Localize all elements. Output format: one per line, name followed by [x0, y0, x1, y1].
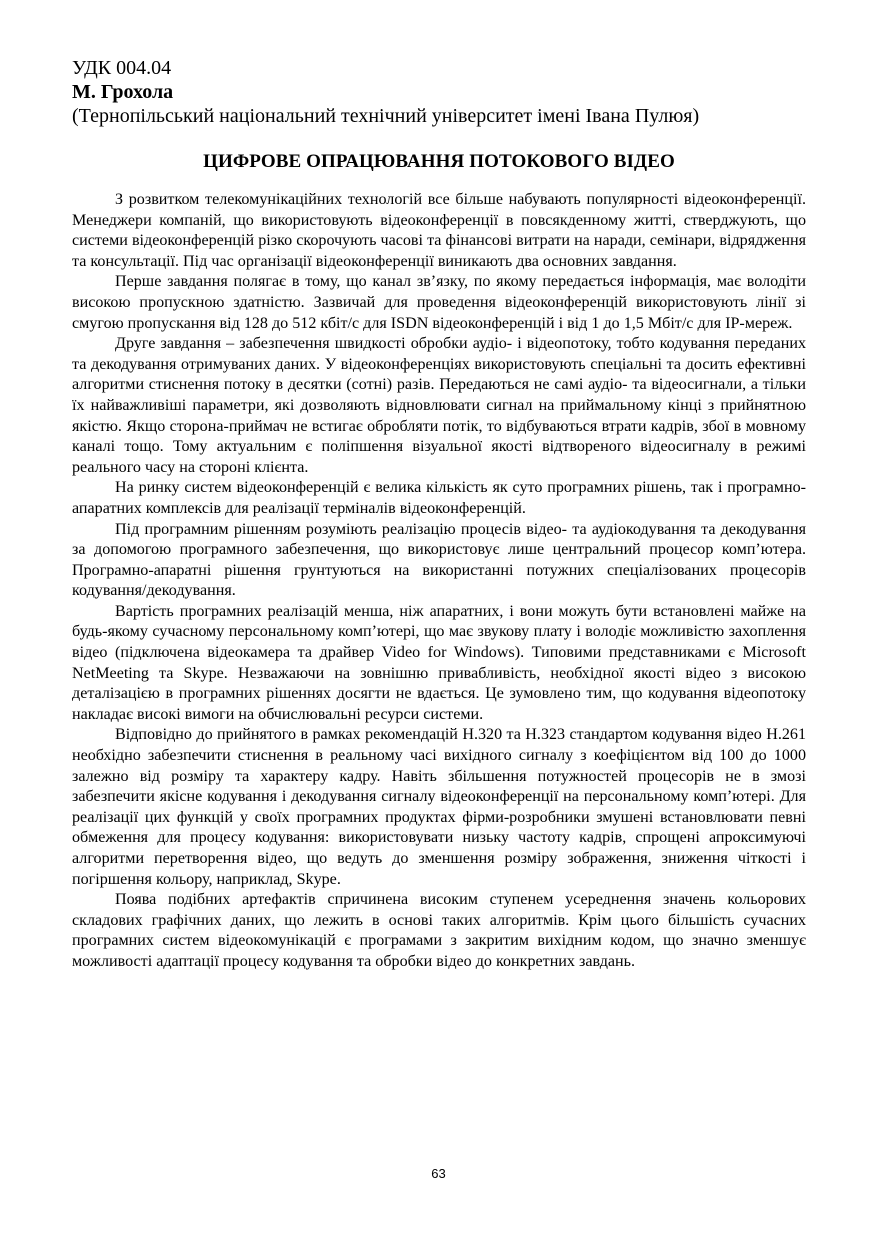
body-paragraph: Відповідно до прийнятого в рамках рекомендацій H.320 та H.323 стандартом кодування відео H.261 необхідно забезпечити стиснення в реальному часі вихідного сигналу з коефіцієнтом від 100 до 1000 залежно від розміру та характеру кадру. Навіть збільшення потужностей процесорів не в змозі забезпечити якісне кодування і декодування сигналу відеоконференції на персональному комп’ютері. Для реалізації цих функцій у своїх програмних продуктах фірми-розробники змушені встановлювати певні обмеження для процесу кодування: використовувати низьку частоту кадрів, спрощені апроксимуючі алгоритми перетворення відео, що ведуть до зменшення розміру зображення, зниження чіткості і погіршення кольору, наприклад, Skype. [72, 726, 806, 888]
body-paragraph: З розвитком телекомунікаційних технологій все більше набувають популярності відеоконференції. Менеджери компаній, що використовують відеоконференції в повсякденному житті, стверджують, що системи відеоконференцій різко скорочують часові та фінансові витрати на наради, семінари, відрядження та консультації. Під час організації відеоконференції виникають два основних завдання. [72, 191, 806, 270]
document-page [72, 56, 806, 973]
author-name: М. Грохола [72, 81, 174, 103]
udc-code: УДК 004.04 [72, 57, 172, 79]
affiliation: (Тернопільський національний технічний університет імені Івана Пулюя) [72, 105, 700, 127]
body-paragraph: Поява подібних артефактів спричинена високим ступенем усереднення значень кольорових складових графічних даних, що лежить в основі таких алгоритмів. Крім цього більшість сучасних програмних систем відеокомунікацій є програмами з закритим вихідним кодом, що значно зменшує можливості адаптації процесу кодування та обробки відео до конкретних завдань. [72, 891, 806, 970]
article-title: ЦИФРОВЕ ОПРАЦЮВАННЯ ПОТОКОВОГО ВІДЕО [203, 151, 675, 172]
body-paragraph: На ринку систем відеоконференцій є велика кількість як суто програмних рішень, так і програмно-апаратних комплексів для реалізації терміналів відеоконференцій. [72, 479, 806, 517]
body-paragraph: Під програмним рішенням розуміють реалізацію процесів відео- та аудіокодування та декодування за допомогою програмного забезпечення, що використовує лише центральний процесор комп’ютера. Програмно-апаратні рішення грунтуються на використанні потужних спеціалізованих процесорів кодування/декодування. [72, 520, 806, 600]
body-paragraph: Вартість програмних реалізацій менша, ніж апаратних, і вони можуть бути встановлені майже на будь-якому сучасному персональному комп’ютері, що має звукову плату і володіє можливістю захоплення відео (підключена відеокамера та драйвер Video for Windows). Типовими представниками є Microsoft NetMeeting та Skype. Незважаючи на зовнішню привабливість, необхідної якості відео з високою деталізацією в програмних рішеннях досягти не вдається. Це зумовлено тим, що кодування відеопотоку накладає високі вимоги на обчислювальні ресурси системи. [72, 602, 806, 723]
body-paragraph: Перше завдання полягає в тому, що канал зв’язку, по якому передається інформація, має володіти високою пропускною здатністю. Зазвичай для проведення відеоконференцій використовують лінії зі смугою пропускання від 128 до 512 кбіт/с для ISDN відеоконференцій і від 1 до 1,5 Мбіт/с для IP-мереж. [72, 273, 806, 332]
body-paragraph: Друге завдання – забезпечення швидкості обробки аудіо- і відеопотоку, тобто кодування переданих та декодування отримуваних даних. У відеоконференціях використовують спеціальні та досить ефективні алгоритми стиснення потоку в десятки (сотні) разів. Передаються не самі аудіо- та відеосигнали, а тільки їх найважливіші параметри, які дозволяють відновлювати сигнал на приймальному кінці з прийнятною якістю. Якщо сторона-приймач не встигає обробляти потік, то відбуваються втрати кадрів, збої в мовному каналі тощо. Тому актуальним є поліпшення візуальної якості відтвореного відеосигналу в режимі реального часу на стороні клієнта. [72, 335, 806, 476]
page-number: 63 [431, 1166, 446, 1181]
article-body [72, 190, 806, 973]
